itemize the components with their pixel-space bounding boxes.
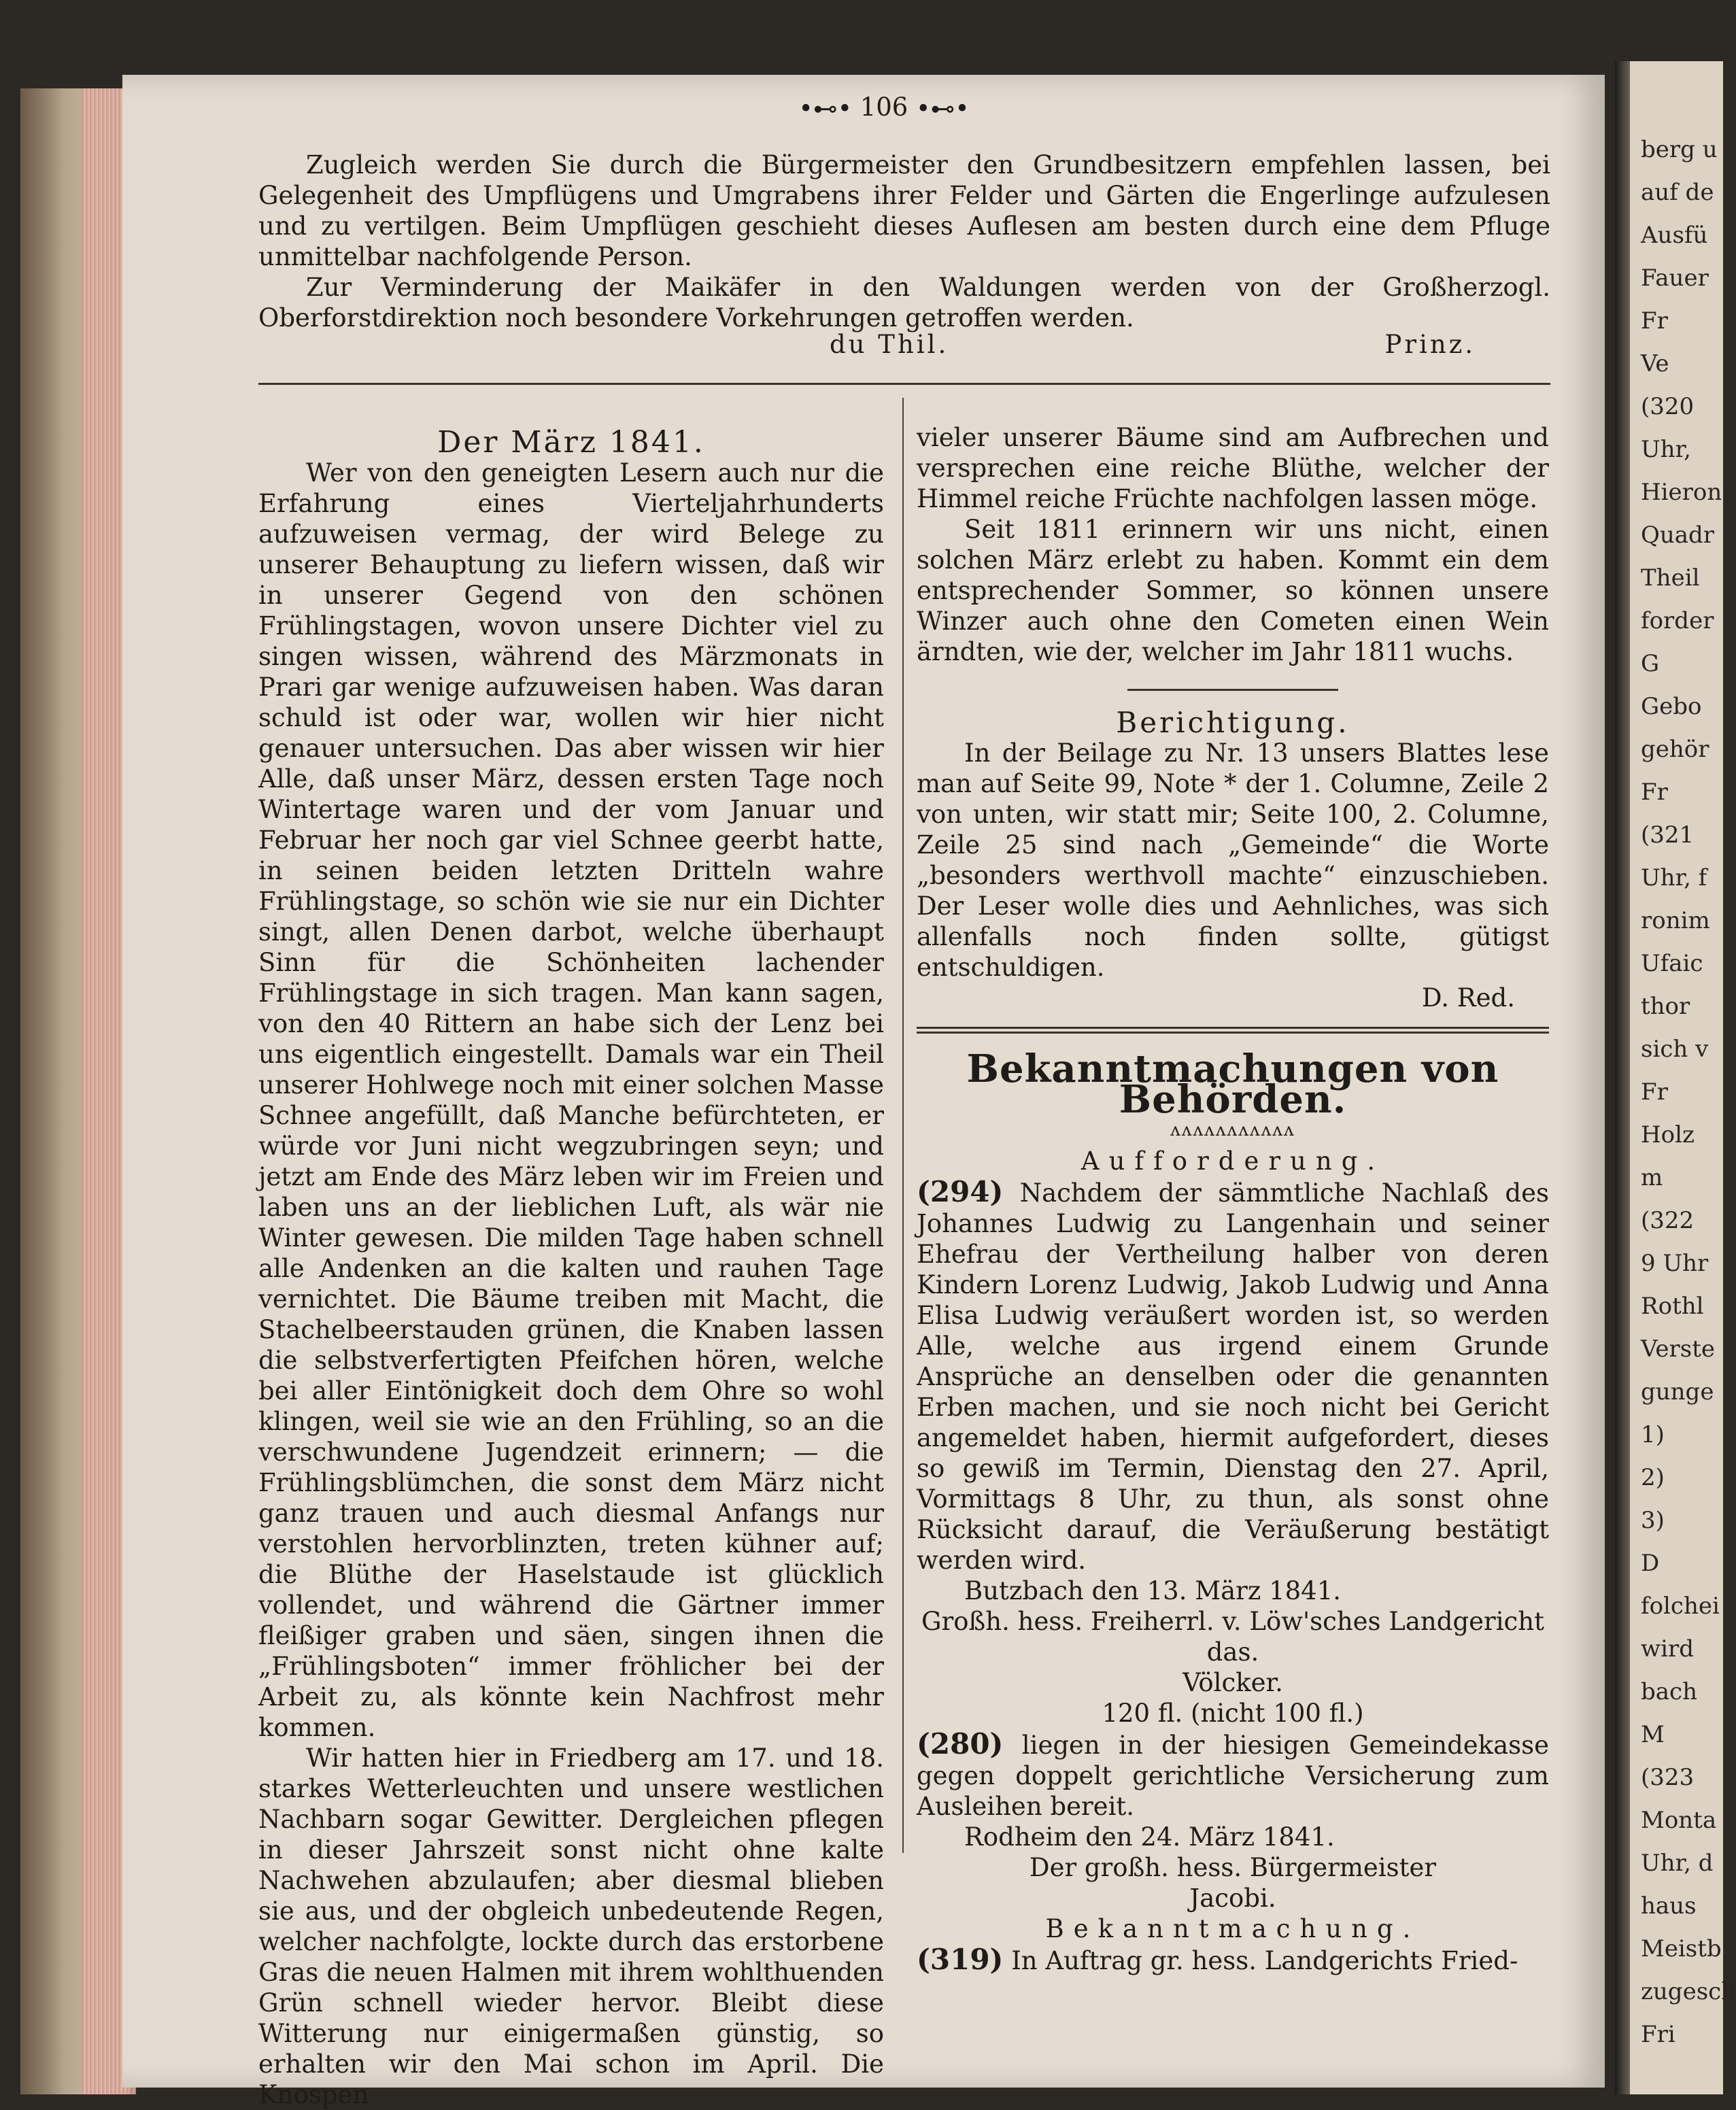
next-page-fragment: Uhr, f <box>1641 864 1707 891</box>
notice-1-body <box>917 1176 1549 1576</box>
next-page-fragment: 2) <box>1641 1464 1665 1491</box>
notice-1-text: Nachdem der sämmtliche Nachlaß des Johannes Ludwig zu Langenhain und seiner Ehefrau der Vertheilung halber von deren Kindern Lorenz Ludwig, Jakob Ludwig und Anna Elisa Ludwig veräußert worden ist, so werden Alle, welche aus irgend einem Grunde Ansprüche an denselben oder die genannten Erben machen, und sie noch nicht bei Gericht angemeldet haben, hiermit aufgefordert, dieses so gewiß im Termin, Dienstag den 27. April, Vormittags 8 Uhr, zu thun, als sonst ohne Rücksicht darauf, die Veräußerung bestätigt werden wird. <box>917 1178 1549 1575</box>
next-page-strip <box>1615 61 1736 2094</box>
next-page-fragment: M <box>1641 1721 1665 1748</box>
notice-3-body <box>917 1944 1549 1976</box>
notice-1-title: Aufforderung. <box>1080 1146 1385 1176</box>
next-page-fragment: sich v <box>1641 1036 1709 1063</box>
notice-2-text: liegen in der hiesigen Gemeindekasse gegen doppelt gerichtliche Versicherung zum Ausleihen bereit. <box>917 1731 1549 1821</box>
next-page-fragment: folchei <box>1641 1593 1720 1620</box>
next-page-fragment: Fr <box>1641 779 1668 806</box>
page-number-ornament-right: •⊷• <box>916 95 970 123</box>
next-page-fragment: Fauer <box>1641 265 1709 292</box>
next-page-fragment: 1) <box>1641 1421 1665 1448</box>
next-page-fragment: Meistb <box>1641 1935 1722 1962</box>
next-page-fragment: gehör <box>1641 736 1709 763</box>
next-page-fragment: forder <box>1641 607 1714 634</box>
correction-heading: Berichtigung. <box>1116 706 1350 739</box>
top-paragraph-1: Zugleich werden Sie durch die Bürgermeister den Grundbesitzern empfehlen lassen, bei Gelegenheit des Umpflügens und Umgrabens ihrer Felder und Gärten die Engerlinge aufzulesen und zu vertilgen. Beim Umpflügen geschieht dieses Auflesen am besten durch eine dem Pfluge unmittelbar nachfolgende Person. <box>258 150 1550 271</box>
column-divider <box>902 398 904 1853</box>
next-page-fragment: (321 <box>1641 821 1695 849</box>
next-page-fragment: Fr <box>1641 1078 1668 1106</box>
next-page-fragment: Holz <box>1641 1121 1695 1148</box>
left-column <box>258 427 884 2110</box>
notice-2-number: (280) <box>917 1727 1004 1760</box>
next-page-fragment: Verste <box>1641 1335 1716 1363</box>
top-signatures <box>258 330 1476 364</box>
next-page-fragment: (320 <box>1641 393 1695 420</box>
next-page-fragment: bach <box>1641 1678 1697 1705</box>
next-page-fragment: ronim <box>1641 907 1710 934</box>
page-number-ornament-left: •⊷• <box>798 95 852 123</box>
next-page-fragment: Monta <box>1641 1807 1717 1834</box>
next-page-fragment: berg u <box>1641 136 1718 163</box>
next-page-fragment: D <box>1641 1550 1660 1577</box>
next-page-fragment: (323 <box>1641 1764 1695 1791</box>
notice-2-body <box>917 1729 1549 1822</box>
notice-2-place-date: Rodheim den 24. März 1841. <box>964 1822 1335 1852</box>
next-page-fragment: gunge <box>1641 1378 1714 1406</box>
notice-3-number: (319) <box>917 1943 1004 1976</box>
top-paragraph-2: Zur Verminderung der Maikäfer in den Waldungen werden von der Großherzogl. Oberforstdirektion noch besondere Vorkehrungen getroffen werden. <box>258 273 1550 333</box>
next-page-fragment: Ufaic <box>1641 950 1703 977</box>
notice-3-text: In Auftrag gr. hess. Landgerichts Fried- <box>1011 1946 1518 1975</box>
top-notice-block <box>258 150 1550 333</box>
next-page-fragment: Theil <box>1641 564 1700 592</box>
next-page-fragment: Rothl <box>1641 1293 1704 1320</box>
book-gutter <box>1615 61 1630 2094</box>
notice-1-signer: Völcker. <box>1182 1668 1283 1697</box>
notice-1-place-date: Butzbach den 13. März 1841. <box>964 1576 1342 1605</box>
signature-prinz: Prinz. <box>1384 330 1476 359</box>
notice-2-office: Der großh. hess. Bürgermeister <box>1029 1853 1437 1882</box>
next-page-fragment: 3) <box>1641 1507 1665 1534</box>
right-column <box>917 422 1549 1976</box>
notice-2-title: 120 fl. (nicht 100 fl.) <box>1102 1699 1364 1728</box>
next-page-fragment: Hieron <box>1641 479 1722 506</box>
article-continuation: vieler unserer Bäume sind am Aufbrechen und versprechen eine reiche Blüthe, welcher der Himmel reiche Früchte nachfolgen lassen möge. <box>917 423 1549 513</box>
next-page-fragment: Fr <box>1641 307 1668 335</box>
next-page-fragment: m <box>1641 1164 1663 1191</box>
next-page-fragment: Uhr, d <box>1641 1850 1714 1877</box>
next-page-fragment: Ausfü <box>1641 222 1708 249</box>
article-paragraph-2: Wir hatten hier in Friedberg am 17. und 18. starkes Wetterleuchten und unsere westlichen Nachbarn sogar Gewitter. Dergleichen pflegen in dieser Jahrszeit sonst nicht ohne kalte Nachwehen abzulaufen; aber diesmal blieben sie aus, und der obgleich unbedeutende Regen, welcher nachfolgte, lockte durch das erstorbene Gras die neuen Halmen mit ihrem wohlthuenden Grün schnell wieder hervor. Bleibt diese Witterung nur einigermaßen günstig, so erhalten wir den Mai schon im April. Die Knospen <box>258 1743 884 2109</box>
notice-2-signer: Jacobi. <box>1189 1884 1276 1913</box>
signature-du-thil: du Thil. <box>830 330 949 359</box>
next-page-fragment: auf de <box>1641 179 1714 206</box>
notice-1-court: Großh. hess. Freiherrl. v. Löw'sches Landgericht das. <box>921 1607 1544 1667</box>
notice-1-number: (294) <box>917 1175 1004 1208</box>
next-page-fragment: 9 Uhr <box>1641 1250 1709 1277</box>
ornament-divider: ʌʌʌʌʌʌʌʌʌʌʌ <box>1170 1120 1295 1140</box>
short-divider <box>1127 689 1338 691</box>
page-number-value: 106 <box>860 92 908 122</box>
article-paragraph-3: Seit 1811 erinnern wir uns nicht, einen solchen März erlebt zu haben. Kommt ein dem entsprechender Sommer, so können unsere Winzer auch ohne den Cometen einen Wein ärndten, wie der, welcher im Jahr 1811 wuchs. <box>917 515 1549 666</box>
page-number <box>782 92 986 124</box>
next-page-fragment: zugesch <box>1641 1978 1736 2005</box>
double-divider <box>917 1027 1549 1034</box>
notice-3-title: Bekanntmachung. <box>1045 1914 1420 1943</box>
next-page-fragment: Uhr, <box>1641 436 1691 463</box>
next-page-fragment: Ve <box>1641 350 1669 377</box>
correction-text: In der Beilage zu Nr. 13 unsers Blattes lese man auf Seite 99, Note * der 1. Columne, Zeile 2 von unten, wir statt mir; Seite 100, 2. Columne, Zeile 25 sind nach „Gemeinde“ die Worte „besonders werthvoll machte“ einzuschieben. Der Leser wolle dies und Aehnliches, was sich allenfalls noch finden sollte, gütigst entschuldigen. <box>917 738 1549 982</box>
next-page-fragment: thor <box>1641 993 1690 1020</box>
announcements-heading: Bekanntmachungen von Behörden. <box>966 1047 1499 1122</box>
correction-signature: D. Red. <box>1421 983 1515 1013</box>
next-page-fragment: Fri <box>1641 2021 1675 2048</box>
article-heading: Der März 1841. <box>437 425 705 460</box>
article-paragraph-1: Wer von den geneigten Lesern auch nur die Erfahrung eines Vierteljahrhunderts aufzuweisen vermag, der wird Belege zu unserer Behauptung zu liefern wissen, daß wir in unserer Gegend von den schönen Frühlingstagen, wovon unsere Dichter viel zu singen wissen, während des Märzmonats in Prari gar wenige aufzuweisen haben. Was daran schuld ist oder war, wollen wir hier nicht genauer untersuchen. Das aber wissen wir hier Alle, daß unser März, dessen ersten Tage noch Wintertage waren und der vom Januar und Februar her noch gar viel Schnee geerbt hatte, in seinen beiden letzten Dritteln wahre Frühlingstage, so schön wie sie nur ein Dichter singt, allen Denen darbot, welche überhaupt Sinn für die Schönheiten lachender Frühlingstage in sich tragen. Man kann sagen, von den 40 Rittern an habe sich der Lenz bei uns eigentlich eingestellt. Damals war ein Theil unserer Hohlwege noch mit einer solchen Masse Schnee angefüllt, daß Manche befürchteten, er würde vor Juni nicht wegzubringen seyn; und jetzt am Ende des März leben wir im Freien und laben uns an der lieblichen Luft, als wär nie Winter gewesen. Die milden Tage haben schnell alle Andenken an die kalten und rauhen Tage vernichtet. Die Bäume treiben mit Macht, die Stachelbeerstauden grünen, die Knaben lassen die selbstverfertigten Pfeifchen hören, welche bei aller Eintönigkeit doch dem Ohre so wohl klingen, weil sie wie an den Frühling, so an die verschwundene Jugendzeit erinnern; — die Frühlingsblümchen, die sonst dem März nicht ganz trauen und auch diesmal Anfangs nur verstohlen hervorblinzten, treten kühner auf; die Blüthe der Haselstaude ist glücklich vollendet, und während die Gärtner immer fleißiger graben und säen, singen ihnen die „Frühlingsboten“ immer fröhlicher bei der Arbeit zu, als könnte kein Nachfrost mehr kommen. <box>258 458 884 1742</box>
section-rule <box>258 383 1550 385</box>
next-page-fragment: wird <box>1641 1635 1694 1663</box>
next-page-fragment: Quadr <box>1641 522 1715 549</box>
next-page-fragment: G <box>1641 650 1660 677</box>
next-page-fragment: Gebo <box>1641 693 1702 720</box>
next-page-fragment: (322 <box>1641 1207 1695 1234</box>
next-page-fragment: haus <box>1641 1892 1697 1920</box>
